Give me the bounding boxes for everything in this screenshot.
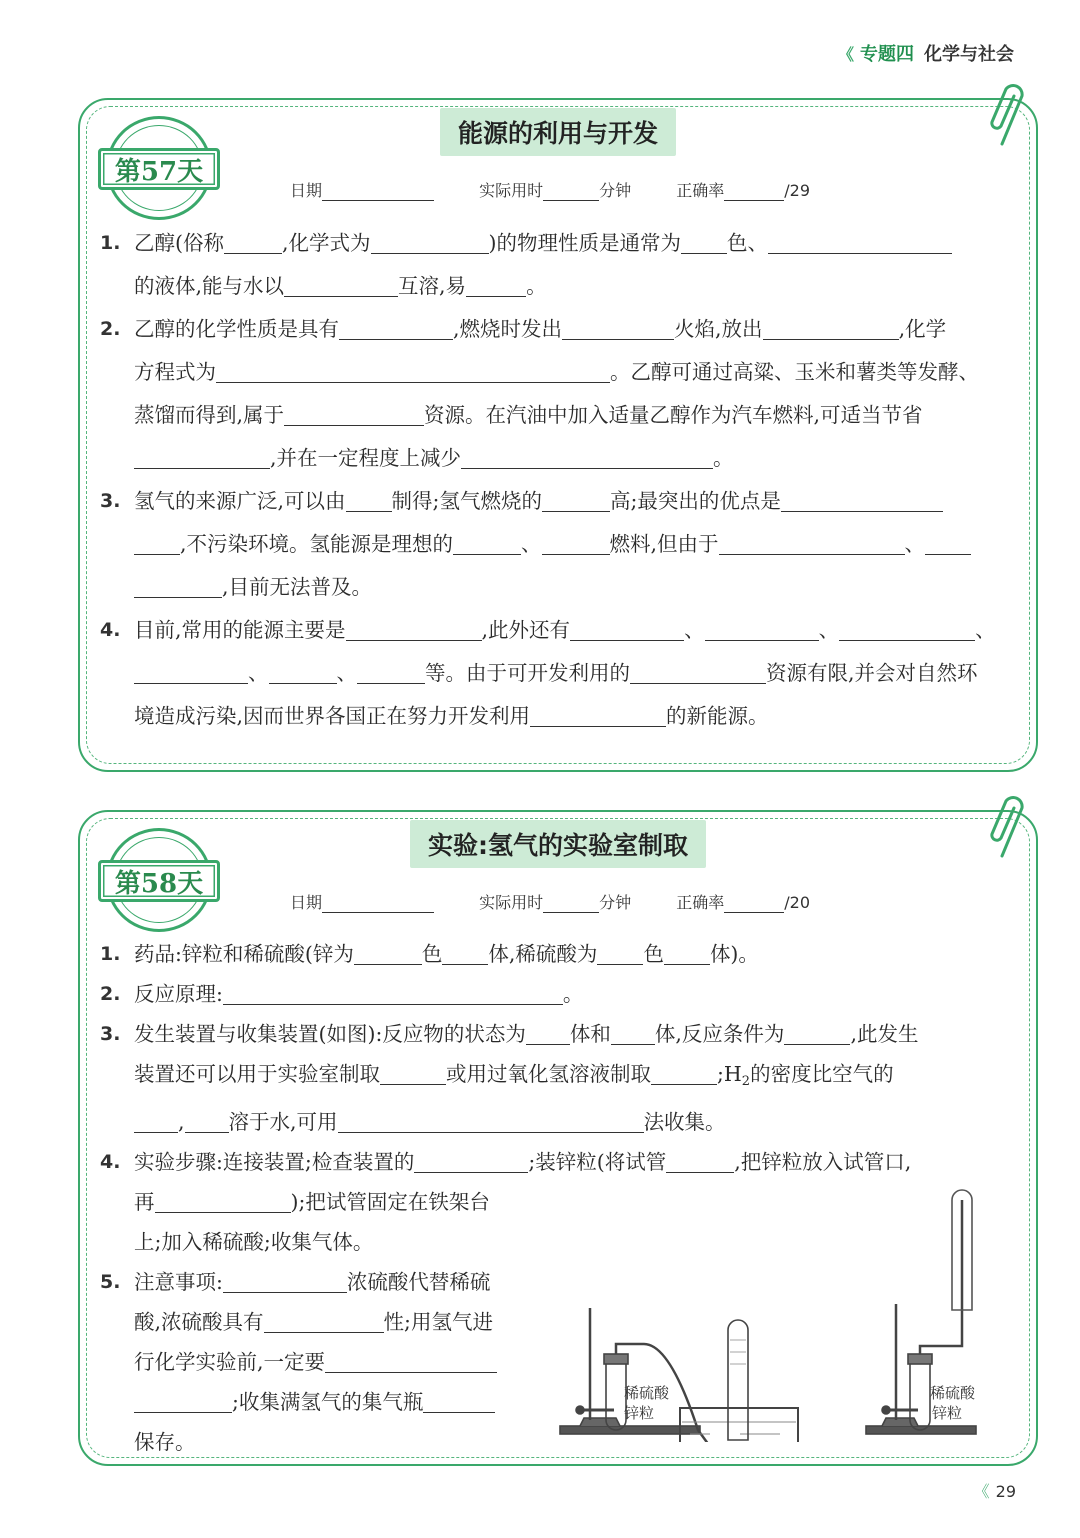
day-badge: 第57天 bbox=[100, 116, 222, 222]
page-footer bbox=[974, 1479, 1016, 1502]
question-4: 4. 目前,常用的能源主要是 ,此外还有 、 、 、 、 、 等。由于可开发利用的 资源有限,并会对自然环 境造成污染,因而世界各国正在努力开发利用 的新能源。 bbox=[96, 609, 1016, 738]
blank[interactable] bbox=[134, 442, 270, 469]
label-left-acid: 稀硫酸 bbox=[624, 1384, 670, 1402]
blank[interactable] bbox=[925, 528, 971, 555]
chevron-icon: 《 bbox=[973, 1482, 990, 1501]
blank[interactable] bbox=[630, 657, 766, 684]
chevron-icon: 《 bbox=[837, 45, 854, 64]
paperclip-icon bbox=[988, 786, 1034, 866]
blank[interactable] bbox=[134, 1106, 178, 1133]
blank[interactable] bbox=[597, 938, 643, 965]
accuracy-field[interactable] bbox=[724, 185, 784, 201]
blank[interactable] bbox=[664, 938, 710, 965]
blank[interactable] bbox=[681, 227, 727, 254]
blank[interactable] bbox=[611, 1018, 655, 1045]
blank[interactable] bbox=[185, 1106, 229, 1133]
blank[interactable] bbox=[784, 1018, 850, 1045]
blank[interactable] bbox=[223, 978, 563, 1005]
date-field[interactable] bbox=[322, 897, 434, 913]
blank[interactable] bbox=[216, 356, 610, 383]
blank[interactable] bbox=[526, 1018, 570, 1045]
blank[interactable] bbox=[325, 1346, 497, 1373]
page-number: 29 bbox=[995, 1482, 1016, 1501]
blank[interactable] bbox=[414, 1146, 528, 1173]
blank[interactable] bbox=[542, 528, 610, 555]
blank[interactable] bbox=[223, 1266, 347, 1293]
blank[interactable] bbox=[264, 1306, 384, 1333]
paperclip-icon bbox=[988, 74, 1034, 154]
blank[interactable] bbox=[371, 227, 489, 254]
blank[interactable] bbox=[442, 938, 488, 965]
blank[interactable] bbox=[423, 1386, 495, 1413]
question-2: 2. 乙醇的化学性质是具有 ,燃烧时发出 火焰,放出 ,化学 方程式为 。乙醇可通过高粱、玉米和薯类等发酵、 蒸馏而得到,属于 资源。在汽油中加入适量乙醇作为汽车燃料,可适当节省 ,并在一定程度上减少 。 bbox=[96, 308, 1016, 480]
time-field[interactable] bbox=[543, 185, 599, 201]
blank[interactable] bbox=[269, 657, 337, 684]
blank[interactable] bbox=[453, 528, 521, 555]
question-3: 3. 发生装置与收集装置(如图):反应物的状态为 体和 体,反应条件为 ,此发生 装置还可以用于实验室制取 或用过氧化氢溶液制取 $;H_2$的密度比空气的 , 溶于水,可用 法收集。 bbox=[96, 1014, 1016, 1142]
blank[interactable] bbox=[380, 1058, 446, 1085]
question-3: 3. 氢气的来源广泛,可以由 制得;氢气燃烧的 高;最突出的优点是 ,不污染环境。氢能源是理想的 、 燃料,但由于 、 ,目前无法普及。 bbox=[96, 480, 1016, 609]
blank[interactable] bbox=[134, 571, 222, 598]
question-1: 1. 药品:锌粒和稀硫酸(锌为 色 体,稀硫酸为 色 体)。 bbox=[96, 934, 1016, 974]
topic-subtitle: 化学与社会 bbox=[924, 44, 1014, 65]
blank[interactable] bbox=[339, 313, 453, 340]
blank[interactable] bbox=[763, 313, 899, 340]
blank[interactable] bbox=[562, 313, 674, 340]
label-right-acid: 稀硫酸 bbox=[930, 1384, 976, 1402]
day58-card bbox=[78, 810, 1038, 1466]
blank[interactable] bbox=[666, 1146, 734, 1173]
question-5: 5. 注意事项: 浓硫酸代替稀硫 酸,浓硫酸具有 性;用氢气进 行化学实验前,一定要 ;收集满氢气的集气瓶 保存。 bbox=[96, 1262, 1016, 1462]
blank[interactable] bbox=[155, 1186, 291, 1213]
blank[interactable] bbox=[651, 1058, 717, 1085]
apparatus-figure bbox=[550, 1180, 1020, 1442]
day-badge: 第58天 bbox=[100, 828, 222, 934]
page-header bbox=[838, 40, 1014, 66]
time-field[interactable] bbox=[543, 897, 599, 913]
question-1: 1. 乙醇(俗称 ,化学式为 )的物理性质是通常为 色、 的液体,能与水以 互溶,易 。 bbox=[96, 222, 1016, 308]
question-2: 2. 反应原理: 。 bbox=[96, 974, 1016, 1014]
section-title: 能源的利用与开发 bbox=[440, 108, 676, 156]
blank[interactable] bbox=[346, 614, 482, 641]
blank[interactable] bbox=[768, 227, 952, 254]
question-list bbox=[96, 222, 1016, 738]
blank[interactable] bbox=[134, 657, 248, 684]
blank[interactable] bbox=[719, 528, 905, 555]
blank[interactable] bbox=[839, 614, 975, 641]
blank[interactable] bbox=[781, 485, 943, 512]
accuracy-field[interactable] bbox=[724, 897, 784, 913]
blank[interactable] bbox=[354, 938, 422, 965]
meta-row: 日期 实际用时 分钟 正确率 /29 bbox=[290, 181, 810, 200]
blank[interactable] bbox=[542, 485, 610, 512]
blank[interactable] bbox=[224, 227, 282, 254]
blank[interactable] bbox=[466, 270, 526, 297]
question-4: 4. 实验步骤:连接装置;检查装置的 ;装锌粒(将试管 ,把锌粒放入试管口, 再 );把试管固定在铁架台 上;加入稀硫酸;收集气体。 bbox=[96, 1142, 1016, 1262]
blank[interactable] bbox=[284, 270, 398, 297]
blank[interactable] bbox=[284, 399, 424, 426]
blank[interactable] bbox=[705, 614, 819, 641]
day57-card bbox=[78, 98, 1038, 772]
topic-label: 专题四 bbox=[860, 44, 914, 65]
label-right-zinc: 锌粒 bbox=[932, 1404, 963, 1422]
left-apparatus bbox=[560, 1308, 798, 1442]
meta-row: 日期 实际用时 分钟 正确率 /20 bbox=[290, 893, 810, 912]
date-field[interactable] bbox=[322, 185, 434, 201]
blank[interactable] bbox=[338, 1106, 644, 1133]
blank[interactable] bbox=[357, 657, 425, 684]
blank[interactable] bbox=[134, 528, 180, 555]
blank[interactable] bbox=[461, 442, 713, 469]
blank[interactable] bbox=[530, 700, 666, 727]
blank[interactable] bbox=[134, 1386, 232, 1413]
blank[interactable] bbox=[346, 485, 392, 512]
blank[interactable] bbox=[570, 614, 684, 641]
label-left-zinc: 锌粒 bbox=[624, 1404, 655, 1422]
section-title: 实验:氢气的实验室制取 bbox=[410, 820, 706, 868]
